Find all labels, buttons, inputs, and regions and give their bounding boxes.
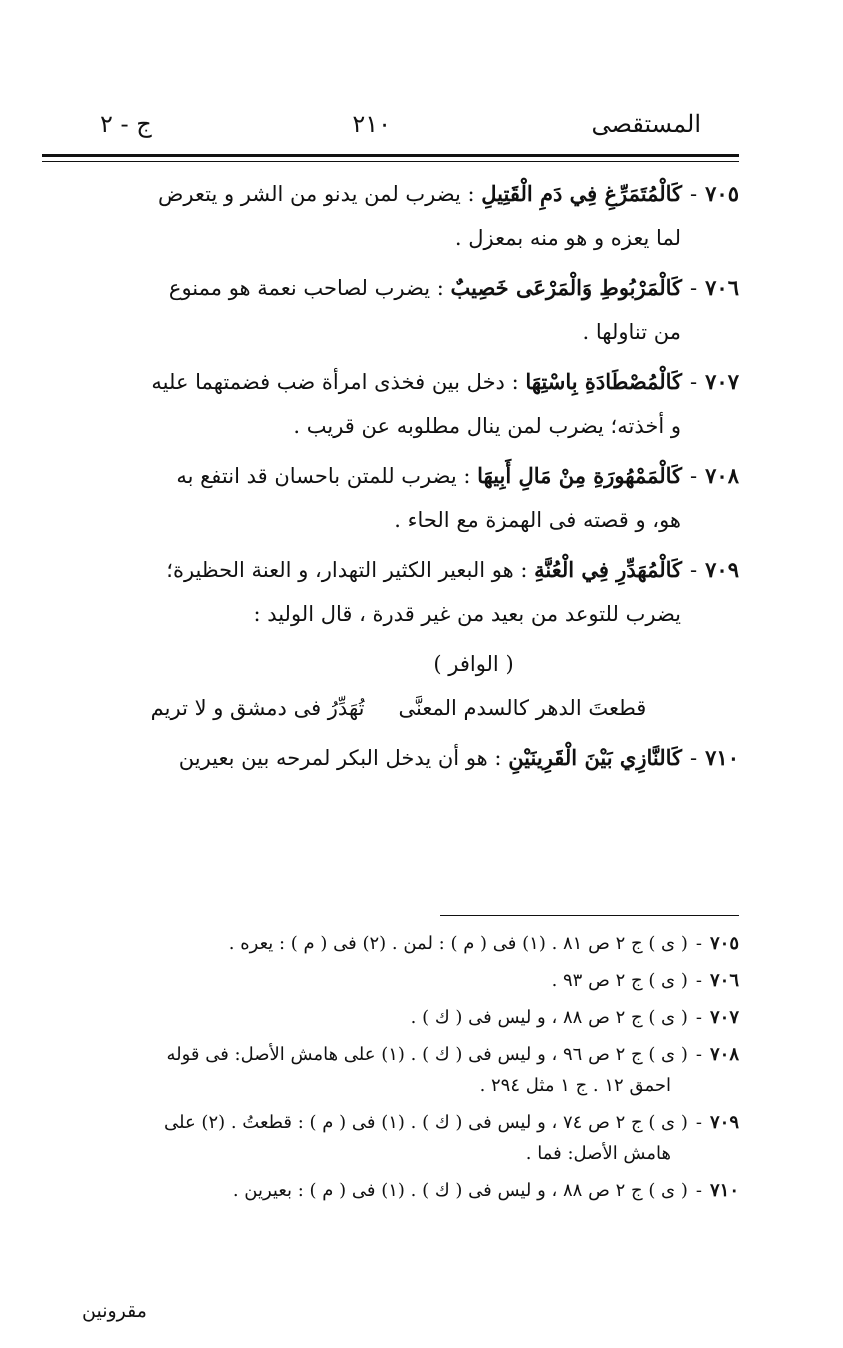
proverb-title: كَالْمُهَدِّرِ فِي الْعُنَّةِ xyxy=(534,557,683,582)
poem-meter: ( الوافر ) xyxy=(433,652,514,676)
proverb-title: كَالْمَمْهُورَةِ مِنْ مَالِ أَبِيهَا xyxy=(477,463,683,488)
footnote-rule xyxy=(440,915,739,916)
poem-hemistich-2: تُهَدِّرُ فى دمشق و لا تريم xyxy=(150,696,365,720)
proverb-entry: ٧٠٧-كَالْمُصْطَادَةِ بِاسْتِهَا : دخل بين فخذى امرأة ضب فضمتهما عليه و أخذته؛ يضرب لمن ينال مطلوبه عن قريب . xyxy=(58,360,739,448)
footnote-text: ( ى ) ج ٢ ص ٩٣ . xyxy=(551,970,688,991)
proverb-title: كَالْمُصْطَادَةِ بِاسْتِهَا xyxy=(525,369,683,394)
entry-text: : هو أن يدخل البكر لمرحه بين بعيرين xyxy=(178,746,502,770)
entry-continuation: لما يعزه و هو منه بمعزل . xyxy=(454,226,681,250)
entry-number: ٧٠٦ xyxy=(705,275,739,300)
footnote-continuation: هامش الأصل: فما . xyxy=(525,1143,671,1164)
book-title: المستقصى xyxy=(591,110,701,138)
footnote-text: ( ى ) ج ٢ ص ٨١ . (١) فى ( م ) : لمن . (٢) فى ( م ) : يعره . xyxy=(228,933,688,954)
footnote-number: ٧١٠ xyxy=(709,1180,739,1201)
footnote-continuation: احمق ١٢ . ج ١ مثل ٢٩٤ . xyxy=(479,1075,671,1096)
entry-text: : يضرب لمن يدنو من الشر و يتعرض xyxy=(158,182,475,206)
footnote-number: ٧٠٦ xyxy=(709,970,739,991)
entry-text: : يضرب لصاحب نعمة هو ممنوع xyxy=(168,276,444,300)
footnote-number: ٧٠٧ xyxy=(709,1007,739,1028)
footnote: ٧٠٧-( ى ) ج ٢ ص ٨٨ ، و ليس فى ( ك ) . xyxy=(410,1007,739,1028)
volume-label: ج - ٢ xyxy=(100,110,152,138)
entry-continuation: يضرب للتوعد من بعيد من غير قدرة ، قال الوليد : xyxy=(253,602,681,626)
footnote-number: ٧٠٨ xyxy=(709,1044,739,1065)
proverb-entry: ٧٠٦-كَالْمَرْبُوطِ وَالْمَرْعَى خَصِيبٌ : يضرب لصاحب نعمة هو ممنوع من تناولها . xyxy=(58,266,739,354)
page-number: ٢١٠ xyxy=(352,110,391,138)
footnotes xyxy=(60,928,739,1212)
footnote: ٧١٠-( ى ) ج ٢ ص ٨٨ ، و ليس فى ( ك ) . (١) فى ( م ) : بعيرين . xyxy=(232,1180,739,1201)
entry-continuation: و أخذته؛ يضرب لمن ينال مطلوبه عن قريب . xyxy=(293,414,681,438)
proverb-entry: ٧٠٨-كَالْمَمْهُورَةِ مِنْ مَالِ أَبِيهَا : يضرب للمتن باحسان قد انتفع به هو، و قصته فى الهمزة مع الحاء . xyxy=(58,454,739,542)
footnote-number: ٧٠٥ xyxy=(709,933,739,954)
proverb-title: كَالْمُتَمَرِّغِ فِي دَمِ الْقَتِيلِ xyxy=(481,181,683,206)
footnote-text: ( ى ) ج ٢ ص ٨٨ ، و ليس فى ( ك ) . xyxy=(410,1007,688,1028)
header-rule-thin xyxy=(42,161,739,162)
entry-text: : يضرب للمتن باحسان قد انتفع به xyxy=(176,464,471,488)
running-header xyxy=(100,104,701,144)
poem-verse xyxy=(58,686,739,730)
footnote: ٧٠٨-( ى ) ج ٢ ص ٩٦ ، و ليس فى ( ك ) . (١) على هامش الأصل: فى قوله احمق ١٢ . ج ١ مثل ٢٩٤ . xyxy=(60,1039,739,1101)
proverb-title: كَالنَّازِي بَيْنَ الْقَرِينَيْنِ xyxy=(508,745,683,770)
footnote: ٧٠٥-( ى ) ج ٢ ص ٨١ . (١) فى ( م ) : لمن . (٢) فى ( م ) : يعره . xyxy=(228,933,739,954)
proverb-entry: ٧٠٩-كَالْمُهَدِّرِ فِي الْعُنَّةِ : هو البعير الكثير التهدار، و العنة الحظيرة؛ يضرب للتوعد من بعيد من غير قدرة ، قال الوليد : xyxy=(58,548,739,636)
entry-text: : دخل بين فخذى امرأة ضب فضمتهما عليه xyxy=(151,370,519,394)
entry-number: ٧٠٨ xyxy=(705,463,739,488)
footnote-text: ( ى ) ج ٢ ص ٧٤ ، و ليس فى ( ك ) . (١) فى ( م ) : قطعتُ . (٢) على xyxy=(163,1112,688,1133)
main-text xyxy=(58,172,739,786)
footnote: ٧٠٦-( ى ) ج ٢ ص ٩٣ . xyxy=(551,970,739,991)
entry-text: : هو البعير الكثير التهدار، و العنة الحظيرة؛ xyxy=(166,558,528,582)
entry-continuation: هو، و قصته فى الهمزة مع الحاء . xyxy=(394,508,681,532)
footnote-number: ٧٠٩ xyxy=(709,1112,739,1133)
footnote: ٧٠٩-( ى ) ج ٢ ص ٧٤ ، و ليس فى ( ك ) . (١) فى ( م ) : قطعتُ . (٢) على هامش الأصل: فما . xyxy=(60,1107,739,1169)
proverb-title: كَالْمَرْبُوطِ وَالْمَرْعَى خَصِيبٌ xyxy=(450,275,683,300)
footnote-text: ( ى ) ج ٢ ص ٨٨ ، و ليس فى ( ك ) . (١) فى ( م ) : بعيرين . xyxy=(232,1180,688,1201)
entry-number: ٧٠٥ xyxy=(705,181,739,206)
entry-number: ٧٠٧ xyxy=(705,369,739,394)
poem-hemistich-1: قطعتَ الدهر كالسدم المعنَّى xyxy=(398,696,647,720)
entry-continuation: من تناولها . xyxy=(582,320,681,344)
catchword: مقرونين xyxy=(82,1300,147,1322)
entry-number: ٧١٠ xyxy=(705,745,739,770)
footnote-text: ( ى ) ج ٢ ص ٩٦ ، و ليس فى ( ك ) . (١) على هامش الأصل: فى قوله xyxy=(166,1044,688,1065)
proverb-entry: ٧٠٥-كَالْمُتَمَرِّغِ فِي دَمِ الْقَتِيلِ : يضرب لمن يدنو من الشر و يتعرض لما يعزه و هو منه بمعزل . xyxy=(58,172,739,260)
header-rule-thick xyxy=(42,154,739,157)
proverb-entry: ٧١٠-كَالنَّازِي بَيْنَ الْقَرِينَيْنِ : هو أن يدخل البكر لمرحه بين بعيرين xyxy=(178,745,739,770)
entry-number: ٧٠٩ xyxy=(705,557,739,582)
